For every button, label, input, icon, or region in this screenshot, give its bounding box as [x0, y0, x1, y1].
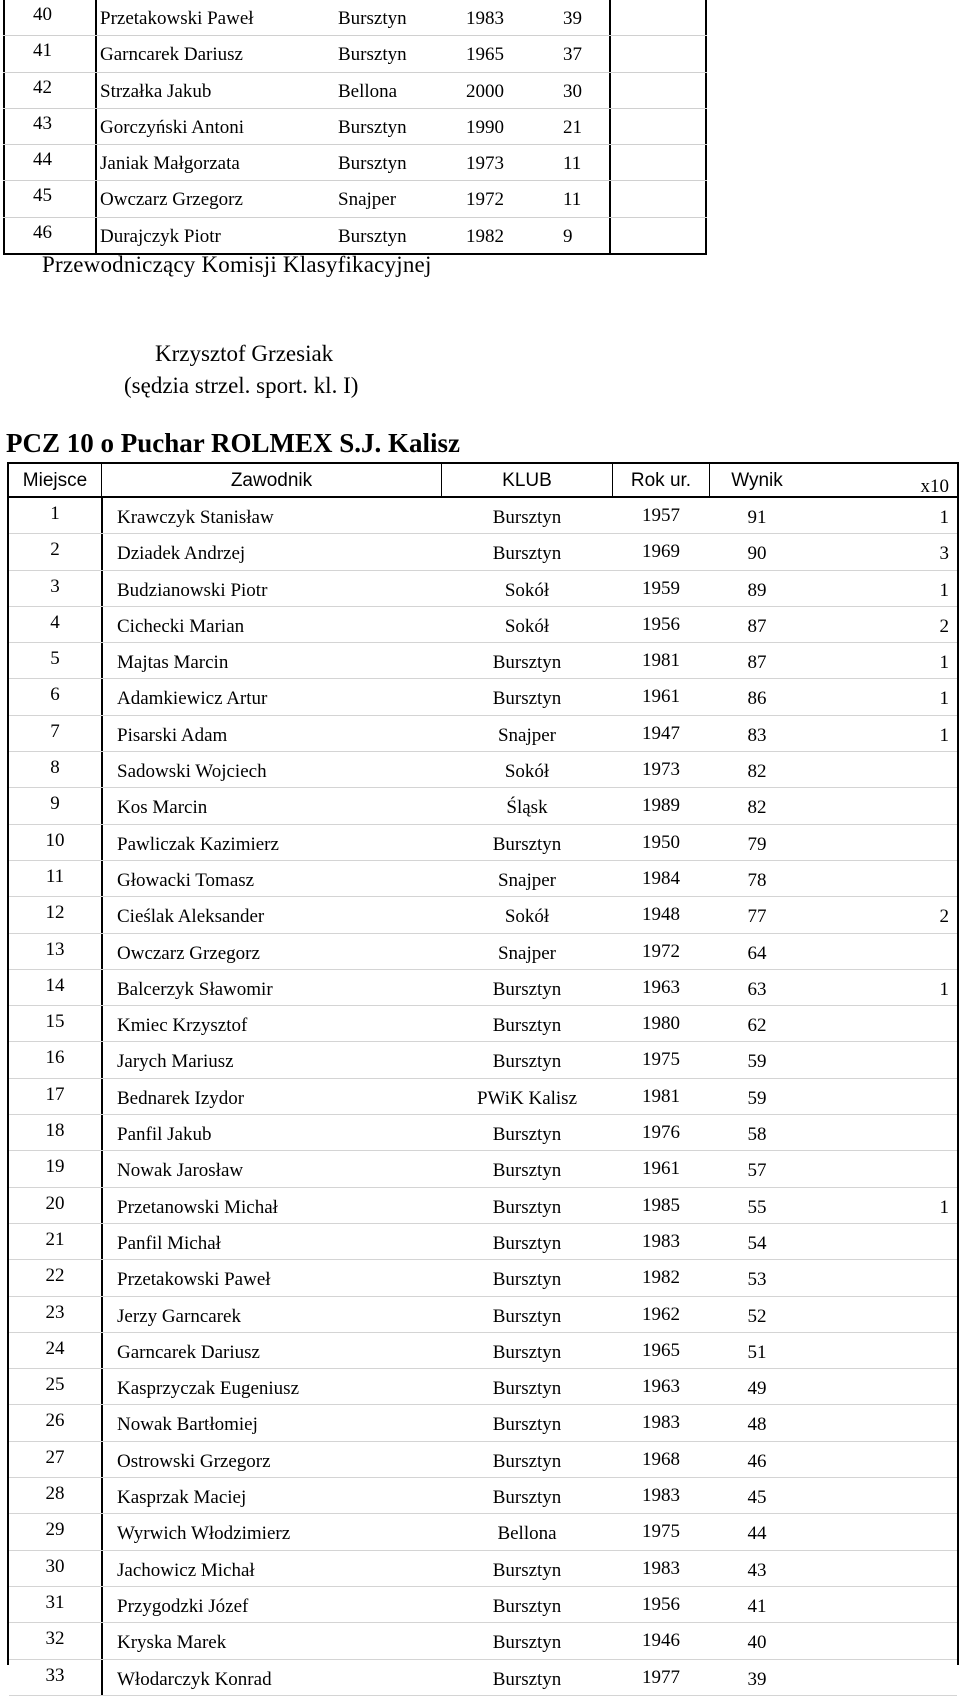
cell-name: Kmiec Krzysztof [117, 1015, 248, 1037]
cell-score: 82 [747, 761, 767, 783]
cell-place: 8 [50, 757, 60, 779]
cell-club: Sokół [504, 906, 550, 928]
cell-place: 7 [50, 720, 60, 742]
table-row [9, 643, 957, 679]
cell-club: Bellona [338, 80, 398, 102]
cell-year: 1969 [642, 541, 680, 563]
cell-club: PWiK Kalisz [476, 1087, 578, 1109]
cell-name: Cieślak Aleksander [117, 906, 265, 928]
cell-club: Snajper [497, 724, 557, 746]
cell-name: Kos Marcin [117, 797, 208, 819]
cell-score: 90 [747, 543, 767, 565]
cell-club: Snajper [497, 942, 557, 964]
cell-club: Bursztyn [492, 1051, 562, 1073]
table-header [9, 464, 957, 498]
cell-name: Głowacki Tomasz [117, 869, 255, 891]
cell-place: 43 [33, 112, 52, 134]
cell-club: Bursztyn [338, 44, 407, 66]
cell-place: 12 [45, 902, 65, 924]
cell-score: 91 [747, 507, 767, 528]
cell-name: Kasprzyczak Eugeniusz [117, 1378, 300, 1400]
cell-club: Bursztyn [492, 1414, 562, 1436]
cell-name: Garncarek Dariusz [117, 1341, 260, 1363]
cell-club: Bursztyn [338, 8, 407, 29]
cell-name: Owczarz Grzegorz [117, 942, 260, 964]
cell-year: 1956 [642, 613, 680, 635]
cell-x10 [829, 752, 949, 787]
cell-x10 [829, 825, 949, 860]
cell-x10: 2 [939, 615, 949, 637]
cell-club: Sokół [504, 615, 550, 637]
table-row [9, 1623, 957, 1659]
cell-place: 33 [45, 1664, 65, 1686]
cell-name: Durajczyk Piotr [100, 225, 221, 247]
cell-place: 29 [45, 1519, 65, 1541]
table-row [9, 970, 957, 1006]
cell-name: Budzianowski Piotr [117, 579, 268, 601]
header-x10: x10 [920, 476, 949, 497]
cell-name: Owczarz Grzegorz [100, 189, 243, 211]
cell-score: 87 [747, 652, 767, 674]
cell-year: 1990 [466, 116, 504, 138]
cell-club: Bursztyn [492, 1160, 562, 1182]
cell-club: Bursztyn [492, 1196, 562, 1218]
cell-score: 37 [563, 44, 582, 66]
cell-x10 [829, 1478, 949, 1513]
table-row [9, 1551, 957, 1587]
table-row [3, 145, 707, 181]
header-score: Wynik [731, 470, 783, 491]
table-row [9, 1188, 957, 1224]
cell-x10: 1 [939, 1196, 949, 1218]
cell-name: Kryska Marek [117, 1632, 227, 1654]
cell-year: 1982 [642, 1267, 680, 1289]
cell-place: 31 [45, 1591, 65, 1613]
cell-x10: 1 [939, 652, 949, 674]
cell-place: 19 [45, 1156, 65, 1178]
table-row [9, 1006, 957, 1042]
cell-score: 64 [747, 942, 767, 964]
cell-score: 77 [747, 906, 767, 928]
cell-year: 1973 [466, 153, 504, 175]
cell-score: 63 [747, 978, 767, 1000]
cell-x10 [829, 1042, 949, 1077]
cell-score: 49 [747, 1378, 767, 1400]
cell-place: 2 [50, 539, 60, 561]
table-row [9, 1514, 957, 1550]
cell-place: 41 [33, 40, 52, 62]
cell-name: Wyrwich Włodzimierz [117, 1523, 291, 1545]
cell-name: Panfil Jakub [117, 1124, 212, 1146]
cell-name: Przetakowski Paweł [117, 1269, 271, 1291]
cell-year: 2000 [466, 80, 504, 102]
cell-score: 44 [747, 1523, 767, 1545]
cell-score: 89 [747, 579, 767, 601]
cell-year: 1968 [642, 1448, 680, 1470]
cell-score: 55 [747, 1196, 767, 1218]
cell-x10 [829, 1115, 949, 1150]
cell-club: Bursztyn [492, 1595, 562, 1617]
cell-place: 16 [45, 1047, 65, 1069]
cell-place: 11 [45, 865, 65, 887]
table-row [9, 1115, 957, 1151]
cell-name: Nowak Bartłomiej [117, 1414, 258, 1436]
cell-year: 1985 [642, 1194, 680, 1216]
cell-club: Bursztyn [492, 1015, 562, 1037]
cell-score: 39 [747, 1668, 767, 1690]
cell-score: 11 [563, 153, 582, 175]
cell-year: 1980 [642, 1013, 680, 1035]
cell-x10: 3 [939, 543, 949, 565]
cell-place: 4 [50, 611, 60, 633]
table-row [9, 498, 957, 534]
cell-club: Bursztyn [492, 1124, 562, 1146]
cell-year: 1983 [642, 1485, 680, 1507]
cell-x10 [829, 1623, 949, 1658]
table-row [3, 0, 707, 36]
cell-name: Panfil Michał [117, 1232, 221, 1254]
header-year: Rok ur. [630, 470, 692, 491]
cell-place: 10 [45, 829, 65, 851]
cell-place: 21 [45, 1228, 65, 1250]
cell-place: 27 [45, 1446, 65, 1468]
cell-name: Bednarek Izydor [117, 1087, 245, 1109]
cell-name: Strzałka Jakub [100, 80, 212, 102]
table-row [9, 825, 957, 861]
cell-club: Bellona [497, 1523, 557, 1545]
cell-x10 [829, 1224, 949, 1259]
cell-x10 [829, 1405, 949, 1440]
table-row [9, 1405, 957, 1441]
table-row [3, 36, 707, 72]
cell-x10 [829, 1333, 949, 1368]
cell-place: 30 [45, 1555, 65, 1577]
cell-club: Bursztyn [492, 1378, 562, 1400]
cell-name: Jachowicz Michał [117, 1559, 255, 1581]
cell-name: Gorczyński Antoni [100, 116, 245, 138]
cell-place: 17 [45, 1083, 65, 1105]
cell-place: 28 [45, 1483, 65, 1505]
cell-place: 44 [33, 149, 52, 171]
table-row [9, 934, 957, 970]
cell-year: 1981 [642, 1085, 680, 1107]
cell-name: Adamkiewicz Artur [117, 688, 268, 710]
cell-x10 [829, 934, 949, 969]
cell-x10: 1 [939, 724, 949, 746]
cell-year: 1981 [642, 650, 680, 672]
judge-name: Krzysztof Grzesiak [155, 341, 334, 366]
cell-place: 1 [50, 503, 60, 524]
commission-title: Przewodniczący Komisji Klasyfikacyjnej [42, 252, 432, 277]
cell-place: 13 [45, 938, 65, 960]
table-body [9, 498, 957, 1696]
table-row [9, 1151, 957, 1187]
header-name: Zawodnik [230, 470, 313, 491]
cell-score: 82 [747, 797, 767, 819]
cell-club: Bursztyn [492, 1269, 562, 1291]
cell-score: 62 [747, 1015, 767, 1037]
cell-x10 [829, 1551, 949, 1586]
cell-year: 1973 [642, 759, 680, 781]
cell-club: Bursztyn [338, 225, 407, 247]
table-row [9, 1079, 957, 1115]
cell-year: 1975 [642, 1521, 680, 1543]
cell-score: 48 [747, 1414, 767, 1436]
cell-x10: 1 [939, 688, 949, 710]
cell-x10 [829, 1587, 949, 1622]
cell-place: 18 [45, 1120, 65, 1142]
cell-x10 [829, 1260, 949, 1295]
table-row [9, 788, 957, 824]
cell-club: Bursztyn [492, 652, 562, 674]
cell-name: Ostrowski Grzegorz [117, 1450, 271, 1472]
cell-x10 [829, 1151, 949, 1186]
cell-club: Bursztyn [492, 1341, 562, 1363]
cell-score: 87 [747, 615, 767, 637]
cell-club: Bursztyn [492, 1632, 562, 1654]
cell-year: 1976 [642, 1122, 680, 1144]
cell-score: 57 [747, 1160, 767, 1182]
table-row [9, 1042, 957, 1078]
cell-year: 1962 [642, 1303, 680, 1325]
cell-year: 1965 [642, 1339, 680, 1361]
cell-place: 23 [45, 1301, 65, 1323]
cell-club: Snajper [338, 189, 397, 211]
cell-name: Janiak Małgorzata [100, 153, 240, 175]
cell-score: 11 [563, 189, 582, 211]
cell-score: 79 [747, 833, 767, 855]
cell-place: 42 [33, 76, 52, 98]
table-row [3, 218, 707, 255]
cell-place: 22 [45, 1265, 65, 1287]
cell-year: 1977 [642, 1666, 680, 1688]
cell-year: 1989 [642, 795, 680, 817]
section-title: PCZ 10 o Puchar ROLMEX S.J. Kalisz [6, 428, 461, 458]
cell-name: Majtas Marcin [117, 652, 229, 674]
cell-year: 1956 [642, 1593, 680, 1615]
cell-score: 41 [747, 1595, 767, 1617]
table-row [9, 679, 957, 715]
table-row [9, 1224, 957, 1260]
table-row [9, 1369, 957, 1405]
cell-x10 [829, 1442, 949, 1477]
cell-place: 46 [33, 221, 52, 243]
cell-score: 86 [747, 688, 767, 710]
cell-year: 1972 [642, 940, 680, 962]
cell-name: Dziadek Andrzej [117, 543, 246, 565]
results-table-continued [3, 0, 707, 255]
cell-score: 52 [747, 1305, 767, 1327]
cell-year: 1982 [466, 225, 504, 247]
cell-x10 [829, 788, 949, 823]
cell-score: 53 [747, 1269, 767, 1291]
cell-x10: 2 [939, 906, 949, 928]
cell-x10 [829, 861, 949, 896]
cell-year: 1961 [642, 1158, 680, 1180]
cell-x10 [829, 1514, 949, 1549]
table-row [9, 1297, 957, 1333]
cell-x10: 1 [939, 507, 949, 528]
cell-club: Snajper [497, 869, 557, 891]
cell-x10: 1 [939, 978, 949, 1000]
cell-year: 1963 [642, 976, 680, 998]
cell-place: 3 [50, 575, 60, 597]
cell-year: 1984 [642, 867, 680, 889]
cell-club: Bursztyn [492, 1487, 562, 1509]
cell-club: Bursztyn [492, 1450, 562, 1472]
cell-x10 [829, 1079, 949, 1114]
cell-name: Przetanowski Michał [117, 1196, 278, 1218]
header-place: Miejsce [22, 470, 88, 491]
cell-place: 25 [45, 1374, 65, 1396]
cell-club: Bursztyn [492, 1305, 562, 1327]
table-row [9, 1260, 957, 1296]
results-table [7, 462, 959, 1690]
header-club: KLUB [502, 470, 552, 491]
cell-year: 1946 [642, 1630, 680, 1652]
cell-place: 20 [45, 1192, 65, 1214]
cell-name: Sadowski Wojciech [117, 761, 267, 783]
cell-x10 [829, 1369, 949, 1404]
cell-name: Włodarczyk Konrad [117, 1668, 272, 1690]
table-row [9, 534, 957, 570]
cell-name: Pisarski Adam [117, 724, 228, 746]
cell-place: 5 [50, 648, 60, 670]
cell-place: 15 [45, 1011, 65, 1033]
cell-x10: 1 [939, 579, 949, 601]
cell-score: 59 [747, 1051, 767, 1073]
cell-score: 83 [747, 724, 767, 746]
table-row [3, 181, 707, 217]
cell-club: Bursztyn [492, 543, 562, 565]
table-row [9, 1478, 957, 1514]
cell-club: Bursztyn [338, 153, 407, 175]
judge-title: (sędzia strzel. sport. kl. I) [124, 373, 359, 398]
table-row [9, 752, 957, 788]
cell-club: Bursztyn [338, 116, 407, 138]
cell-club: Bursztyn [492, 1232, 562, 1254]
cell-year: 1972 [466, 189, 504, 211]
cell-year: 1975 [642, 1049, 680, 1071]
table-row [9, 897, 957, 933]
cell-name: Cichecki Marian [117, 615, 245, 637]
cell-club: Bursztyn [492, 688, 562, 710]
cell-score: 59 [747, 1087, 767, 1109]
cell-score: 30 [563, 80, 582, 102]
table-row [9, 1333, 957, 1369]
cell-club: Bursztyn [492, 978, 562, 1000]
cell-place: 9 [50, 793, 60, 815]
cell-place: 40 [33, 4, 52, 25]
cell-year: 1947 [642, 722, 680, 744]
cell-club: Śląsk [506, 797, 548, 819]
cell-year: 1983 [642, 1557, 680, 1579]
cell-score: 43 [747, 1559, 767, 1581]
cell-year: 1965 [466, 44, 504, 66]
cell-score: 40 [747, 1632, 767, 1654]
cell-club: Bursztyn [492, 1668, 562, 1690]
cell-score: 58 [747, 1124, 767, 1146]
cell-score: 46 [747, 1450, 767, 1472]
cell-year: 1957 [642, 505, 680, 526]
cell-club: Bursztyn [492, 833, 562, 855]
cell-score: 54 [747, 1232, 767, 1254]
cell-score: 45 [747, 1487, 767, 1509]
cell-score: 21 [563, 116, 582, 138]
cell-year: 1959 [642, 577, 680, 599]
cell-club: Bursztyn [492, 1559, 562, 1581]
table-row [9, 716, 957, 752]
cell-club: Bursztyn [492, 507, 562, 528]
cell-score: 39 [563, 8, 582, 29]
cell-place: 24 [45, 1337, 65, 1359]
cell-score: 78 [747, 869, 767, 891]
cell-place: 32 [45, 1628, 65, 1650]
table-row [9, 1442, 957, 1478]
table-row [3, 109, 707, 145]
table-row [9, 1587, 957, 1623]
cell-club: Sokół [504, 579, 550, 601]
cell-name: Balcerzyk Sławomir [117, 978, 273, 1000]
cell-score: 51 [747, 1341, 767, 1363]
cell-x10 [829, 1297, 949, 1332]
cell-place: 26 [45, 1410, 65, 1432]
cell-name: Jerzy Garncarek [117, 1305, 241, 1327]
table-row [3, 73, 707, 109]
cell-year: 1983 [642, 1230, 680, 1252]
cell-place: 6 [50, 684, 60, 706]
cell-name: Kasprzak Maciej [117, 1487, 247, 1509]
cell-name: Pawliczak Kazimierz [117, 833, 279, 855]
table-row [9, 571, 957, 607]
cell-name: Garncarek Dariusz [100, 44, 243, 66]
cell-name: Jarych Mariusz [117, 1051, 234, 1073]
cell-place: 14 [45, 974, 65, 996]
cell-year: 1963 [642, 1376, 680, 1398]
cell-place: 45 [33, 185, 52, 207]
cell-club: Sokół [504, 761, 550, 783]
cell-name: Przygodzki Józef [117, 1595, 249, 1617]
cell-score: 9 [563, 225, 573, 247]
cell-x10 [829, 1006, 949, 1041]
table-row [9, 607, 957, 643]
cell-year: 1948 [642, 904, 680, 926]
cell-year: 1961 [642, 686, 680, 708]
cell-name: Krawczyk Stanisław [117, 507, 274, 528]
table-row [9, 861, 957, 897]
cell-year: 1950 [642, 831, 680, 853]
cell-year: 1983 [642, 1412, 680, 1434]
cell-name: Nowak Jarosław [117, 1160, 244, 1182]
cell-name: Przetakowski Paweł [100, 8, 254, 29]
cell-year: 1983 [466, 8, 504, 29]
